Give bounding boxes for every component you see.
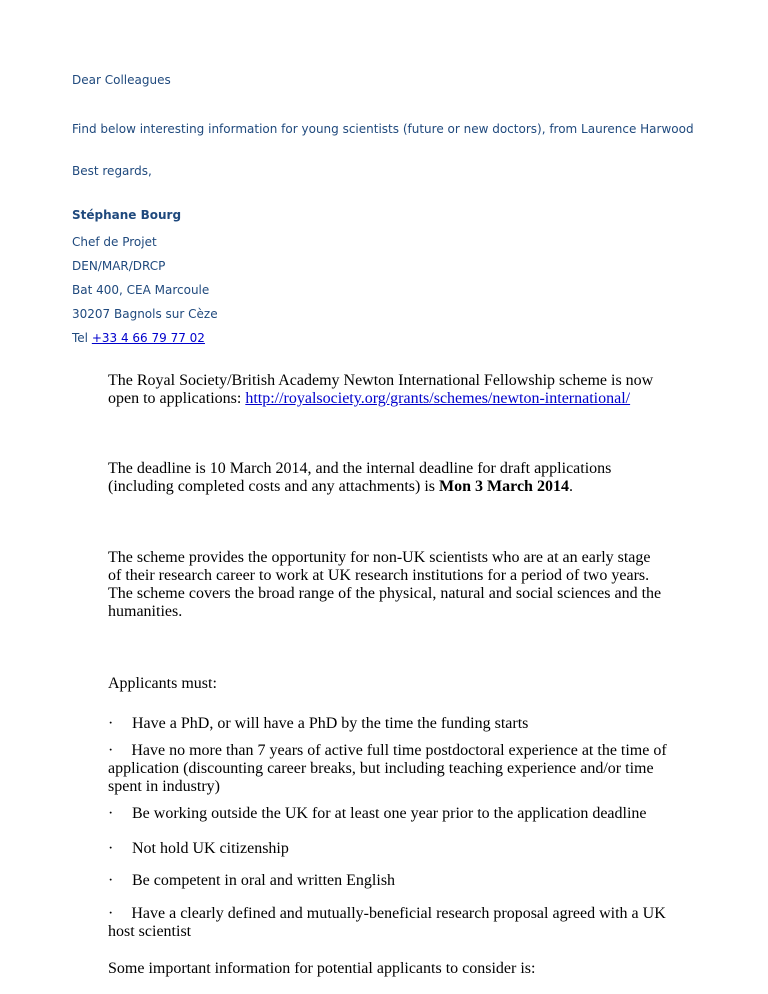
list-item xyxy=(108,715,668,733)
requirement-text: Have no more than 7 years of active full time postdoctoral experience at the time of application (discounting career breaks, but including teaching experience and/or time spent in industry) xyxy=(108,742,667,795)
signature-name: Stéphane Bourg xyxy=(72,208,182,222)
requirement-text: Have a clearly defined and mutually-beneficial research proposal agreed with a UK host scientist xyxy=(108,905,666,940)
requirement-text: Have a PhD, or will have a PhD by the time the funding starts xyxy=(132,715,529,732)
paragraph-deadline xyxy=(108,460,663,496)
list-item xyxy=(108,905,668,941)
list-item xyxy=(108,805,668,823)
list-item xyxy=(108,742,668,796)
paragraph-fellowship xyxy=(108,372,663,408)
phone-link[interactable]: +33 4 66 79 77 02 xyxy=(91,331,205,345)
signature-phone xyxy=(72,330,205,346)
bullet: · xyxy=(108,805,114,822)
paragraph-scheme: The scheme provides the opportunity for non-UK scientists who are at an early stage of their research career to work at UK research institutions for a period of two years. The scheme covers the broad range of the physical, natural and social sciences and the humanities. xyxy=(108,549,662,620)
regards-line: Best regards, xyxy=(72,164,152,178)
deadline-end: . xyxy=(568,478,573,495)
bullet: · xyxy=(108,872,114,889)
bullet: · xyxy=(108,742,114,759)
bullet: · xyxy=(108,715,114,732)
list-item xyxy=(108,840,668,858)
phone-label: Tel xyxy=(72,331,92,345)
fellowship-link[interactable]: http://royalsociety.org/grants/schemes/newton-international/ xyxy=(245,390,631,407)
requirement-text: Not hold UK citizenship xyxy=(132,840,289,857)
signature-building: Bat 400, CEA Marcoule xyxy=(72,283,210,297)
closing-line: Some important information for potential applicants to consider is: xyxy=(108,960,536,977)
signature-dept: DEN/MAR/DRCP xyxy=(72,259,166,273)
intro-line: Find below interesting information for young scientists (future or new doctors), from Laurence Harwood xyxy=(72,122,694,136)
list-item xyxy=(108,872,668,890)
applicants-heading: Applicants must: xyxy=(108,675,217,692)
requirement-text: Be working outside the UK for at least one year prior to the application deadline xyxy=(132,805,647,822)
requirement-text: Be competent in oral and written English xyxy=(132,872,396,889)
signature-title: Chef de Projet xyxy=(72,235,157,249)
deadline-date: Mon 3 March 2014 xyxy=(439,478,569,495)
bullet: · xyxy=(108,905,114,922)
fellowship-text: The Royal Society/British Academy Newton International Fellowship scheme is now open to applications: xyxy=(108,372,654,407)
bullet: · xyxy=(108,840,114,857)
greeting: Dear Colleagues xyxy=(72,73,171,87)
deadline-text: The deadline is 10 March 2014, and the internal deadline for draft applications (including completed costs and any attachments) is xyxy=(108,460,612,495)
signature-city: 30207 Bagnols sur Cèze xyxy=(72,307,218,321)
